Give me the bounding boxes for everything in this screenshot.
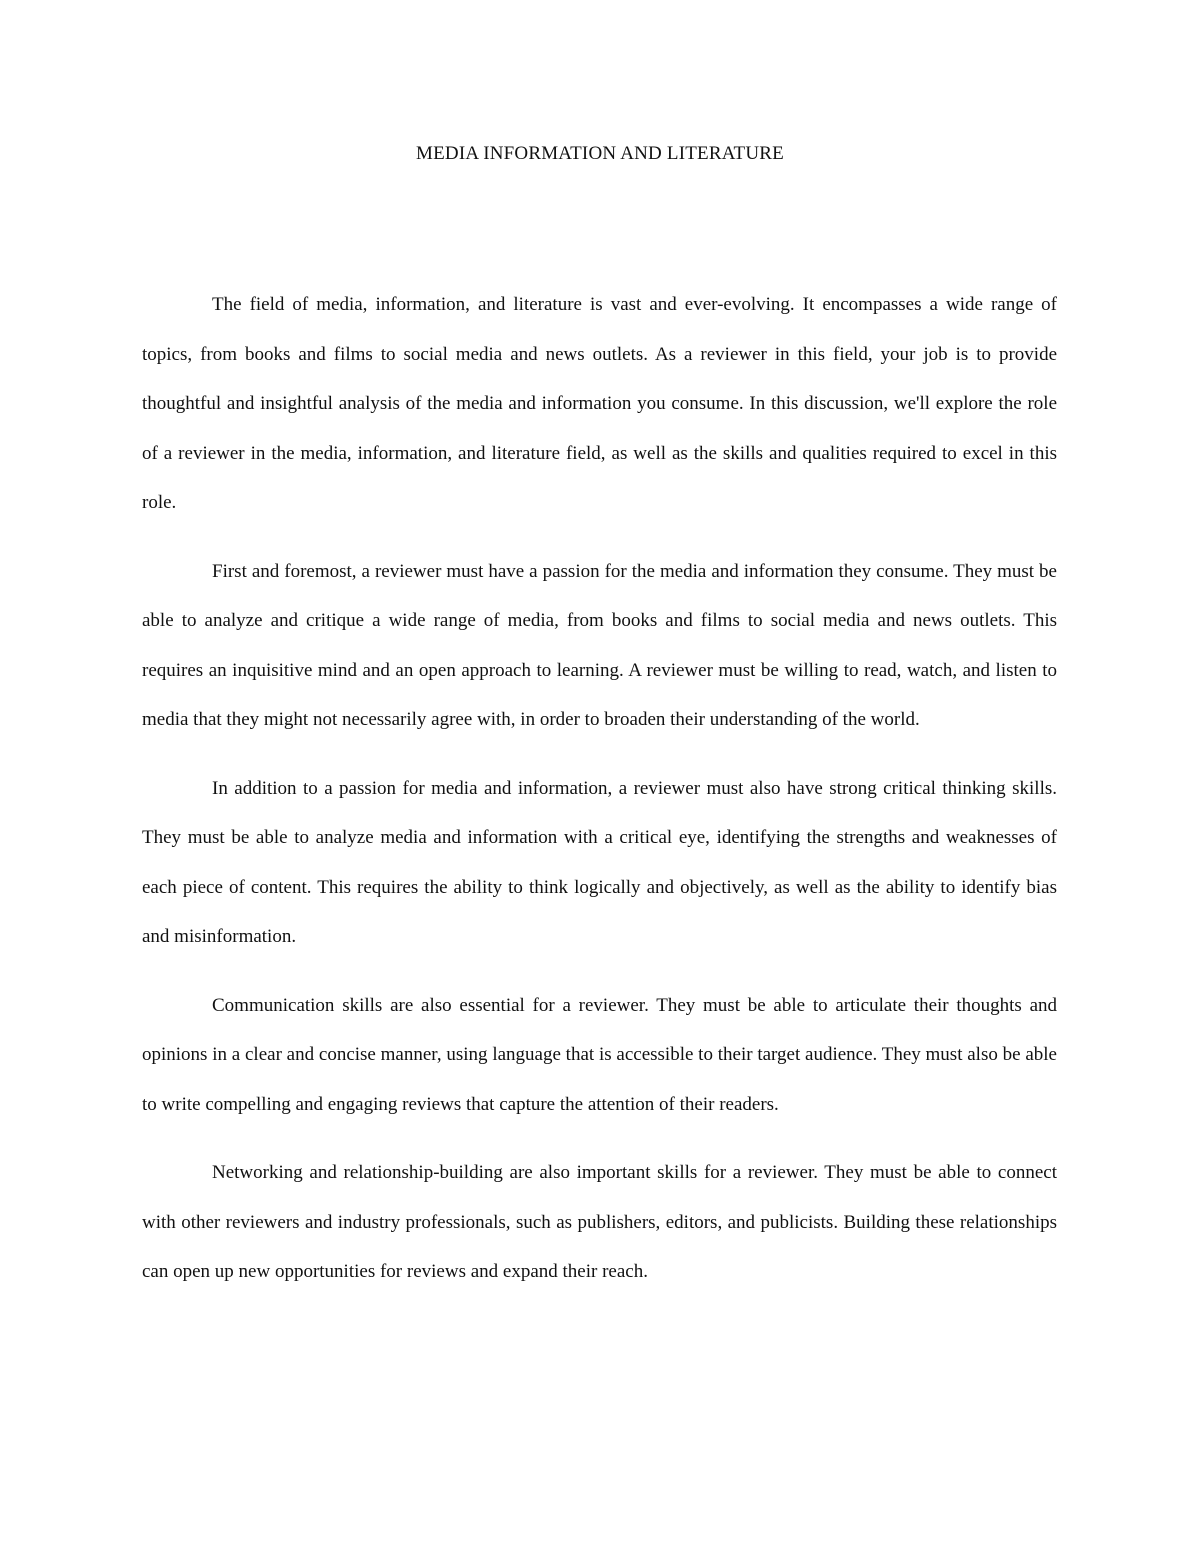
paragraph-2: First and foremost, a reviewer must have a passion for the media and information they consume. They must be able to analyze and critique a wide range of media, from books and films to social media and news outlets. This requires an inquisitive mind and an open approach to learning. A reviewer must be willing to read, watch, and listen to media that they might not necessarily agree with, in order to broaden their understanding of the world.: [142, 560, 1057, 730]
document-title: MEDIA INFORMATION AND LITERATURE: [416, 143, 784, 164]
paragraph-1: The field of media, information, and literature is vast and ever-evolving. It encompasses a wide range of topics, from books and films to social media and news outlets. As a reviewer in this field, your job is to provide thoughtful and insightful analysis of the media and information you consume. In this discussion, we'll explore the role of a reviewer in the media, information, and literature field, as well as the skills and qualities required to excel in this role.: [142, 294, 1057, 513]
paragraph-5: Networking and relationship-building are also important skills for a reviewer. They must be able to connect with other reviewers and industry professionals, such as publishers, editors, and publicists. Building these relationships can open up new opportunities for reviews and expand their reach.: [142, 1162, 1057, 1282]
paragraph-3: In addition to a passion for media and information, a reviewer must also have strong critical thinking skills. They must be able to analyze media and information with a critical eye, identifying the strengths and weaknesses of each piece of content. This requires the ability to think logically and objectively, as well as the ability to identify bias and misinformation.: [142, 777, 1057, 947]
document-body: [142, 280, 1057, 1297]
paragraph-4: Communication skills are also essential for a reviewer. They must be able to articulate their thoughts and opinions in a clear and concise manner, using language that is accessible to their target audience. They must also be able to write compelling and engaging reviews that capture the attention of their readers.: [142, 994, 1057, 1115]
